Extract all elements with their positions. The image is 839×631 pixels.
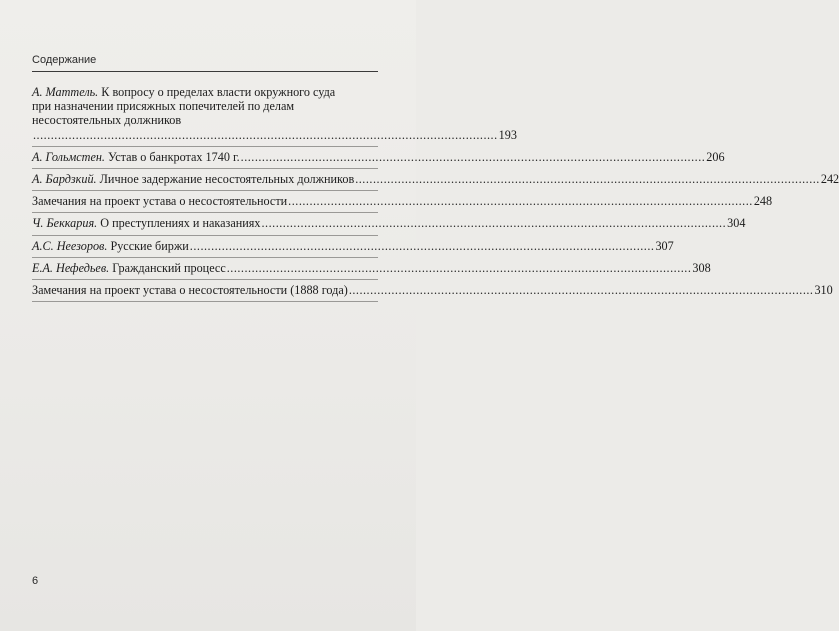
toc-author: Ч. Беккария. <box>32 216 98 231</box>
dot-leader: ................................................................................................................................... <box>261 216 727 231</box>
toc-author: Е.А. Нефедьев. <box>32 260 110 275</box>
toc-title: Замечания на проект устава о несостоятельности (1888 года) <box>32 283 348 298</box>
toc-author: А.С. Неезоров. <box>32 238 108 253</box>
toc-page-number: 308 <box>692 260 711 275</box>
toc-page-number: 242 <box>820 172 839 187</box>
page-number: 6 <box>32 575 39 587</box>
toc-entry <box>32 169 839 191</box>
dot-leader: ................................................................................................................................... <box>226 260 692 275</box>
header-rule <box>32 71 378 72</box>
toc-author: А. Маттель. <box>32 85 99 99</box>
toc-page-number: 307 <box>655 238 674 253</box>
toc-entry <box>32 258 711 280</box>
toc-author: А. Бардзкий. <box>32 172 97 187</box>
dot-leader: ................................................................................................................................... <box>348 283 814 298</box>
toc-page-number: 206 <box>706 149 725 164</box>
toc-title: Гражданский процесс <box>112 260 226 275</box>
toc-title: Русские биржи <box>110 238 189 253</box>
toc-entry <box>32 280 833 302</box>
dot-leader: ................................................................................................................................... <box>355 172 820 187</box>
running-head: Содержание <box>32 54 97 66</box>
toc-page-number: 248 <box>753 194 773 209</box>
toc-title: О преступлениях и наказаниях <box>100 216 261 231</box>
toc-page-number: 193 <box>498 127 517 142</box>
table-of-contents <box>32 82 839 302</box>
toc-title: несостоятельных должников <box>32 113 182 128</box>
toc-title: К вопросу о пределах власти окружного суда <box>101 85 336 99</box>
toc-page-number: 310 <box>814 283 833 298</box>
dot-leader: ................................................................................................................................... <box>189 238 655 253</box>
toc-title: Устав о банкротах 1740 г. <box>108 149 240 164</box>
toc-entry <box>32 147 725 169</box>
toc-page-number: 304 <box>727 216 746 231</box>
toc-title: Личное задержание несостоятельных должников <box>99 172 355 187</box>
toc-author: А. Гольмстен. <box>32 149 105 164</box>
toc-title: при назначении присяжных попечителей по делам <box>32 99 295 114</box>
dot-leader: ................................................................................................................................... <box>33 127 498 142</box>
toc-title: Замечания на проект устава о несостоятельности <box>32 194 288 209</box>
toc-entry <box>32 191 773 213</box>
dot-leader: ................................................................................................................................... <box>240 149 706 164</box>
toc-entry <box>32 82 517 147</box>
toc-entry <box>32 213 746 235</box>
toc-entry <box>32 236 674 258</box>
dot-leader: ................................................................................................................................... <box>288 194 753 209</box>
